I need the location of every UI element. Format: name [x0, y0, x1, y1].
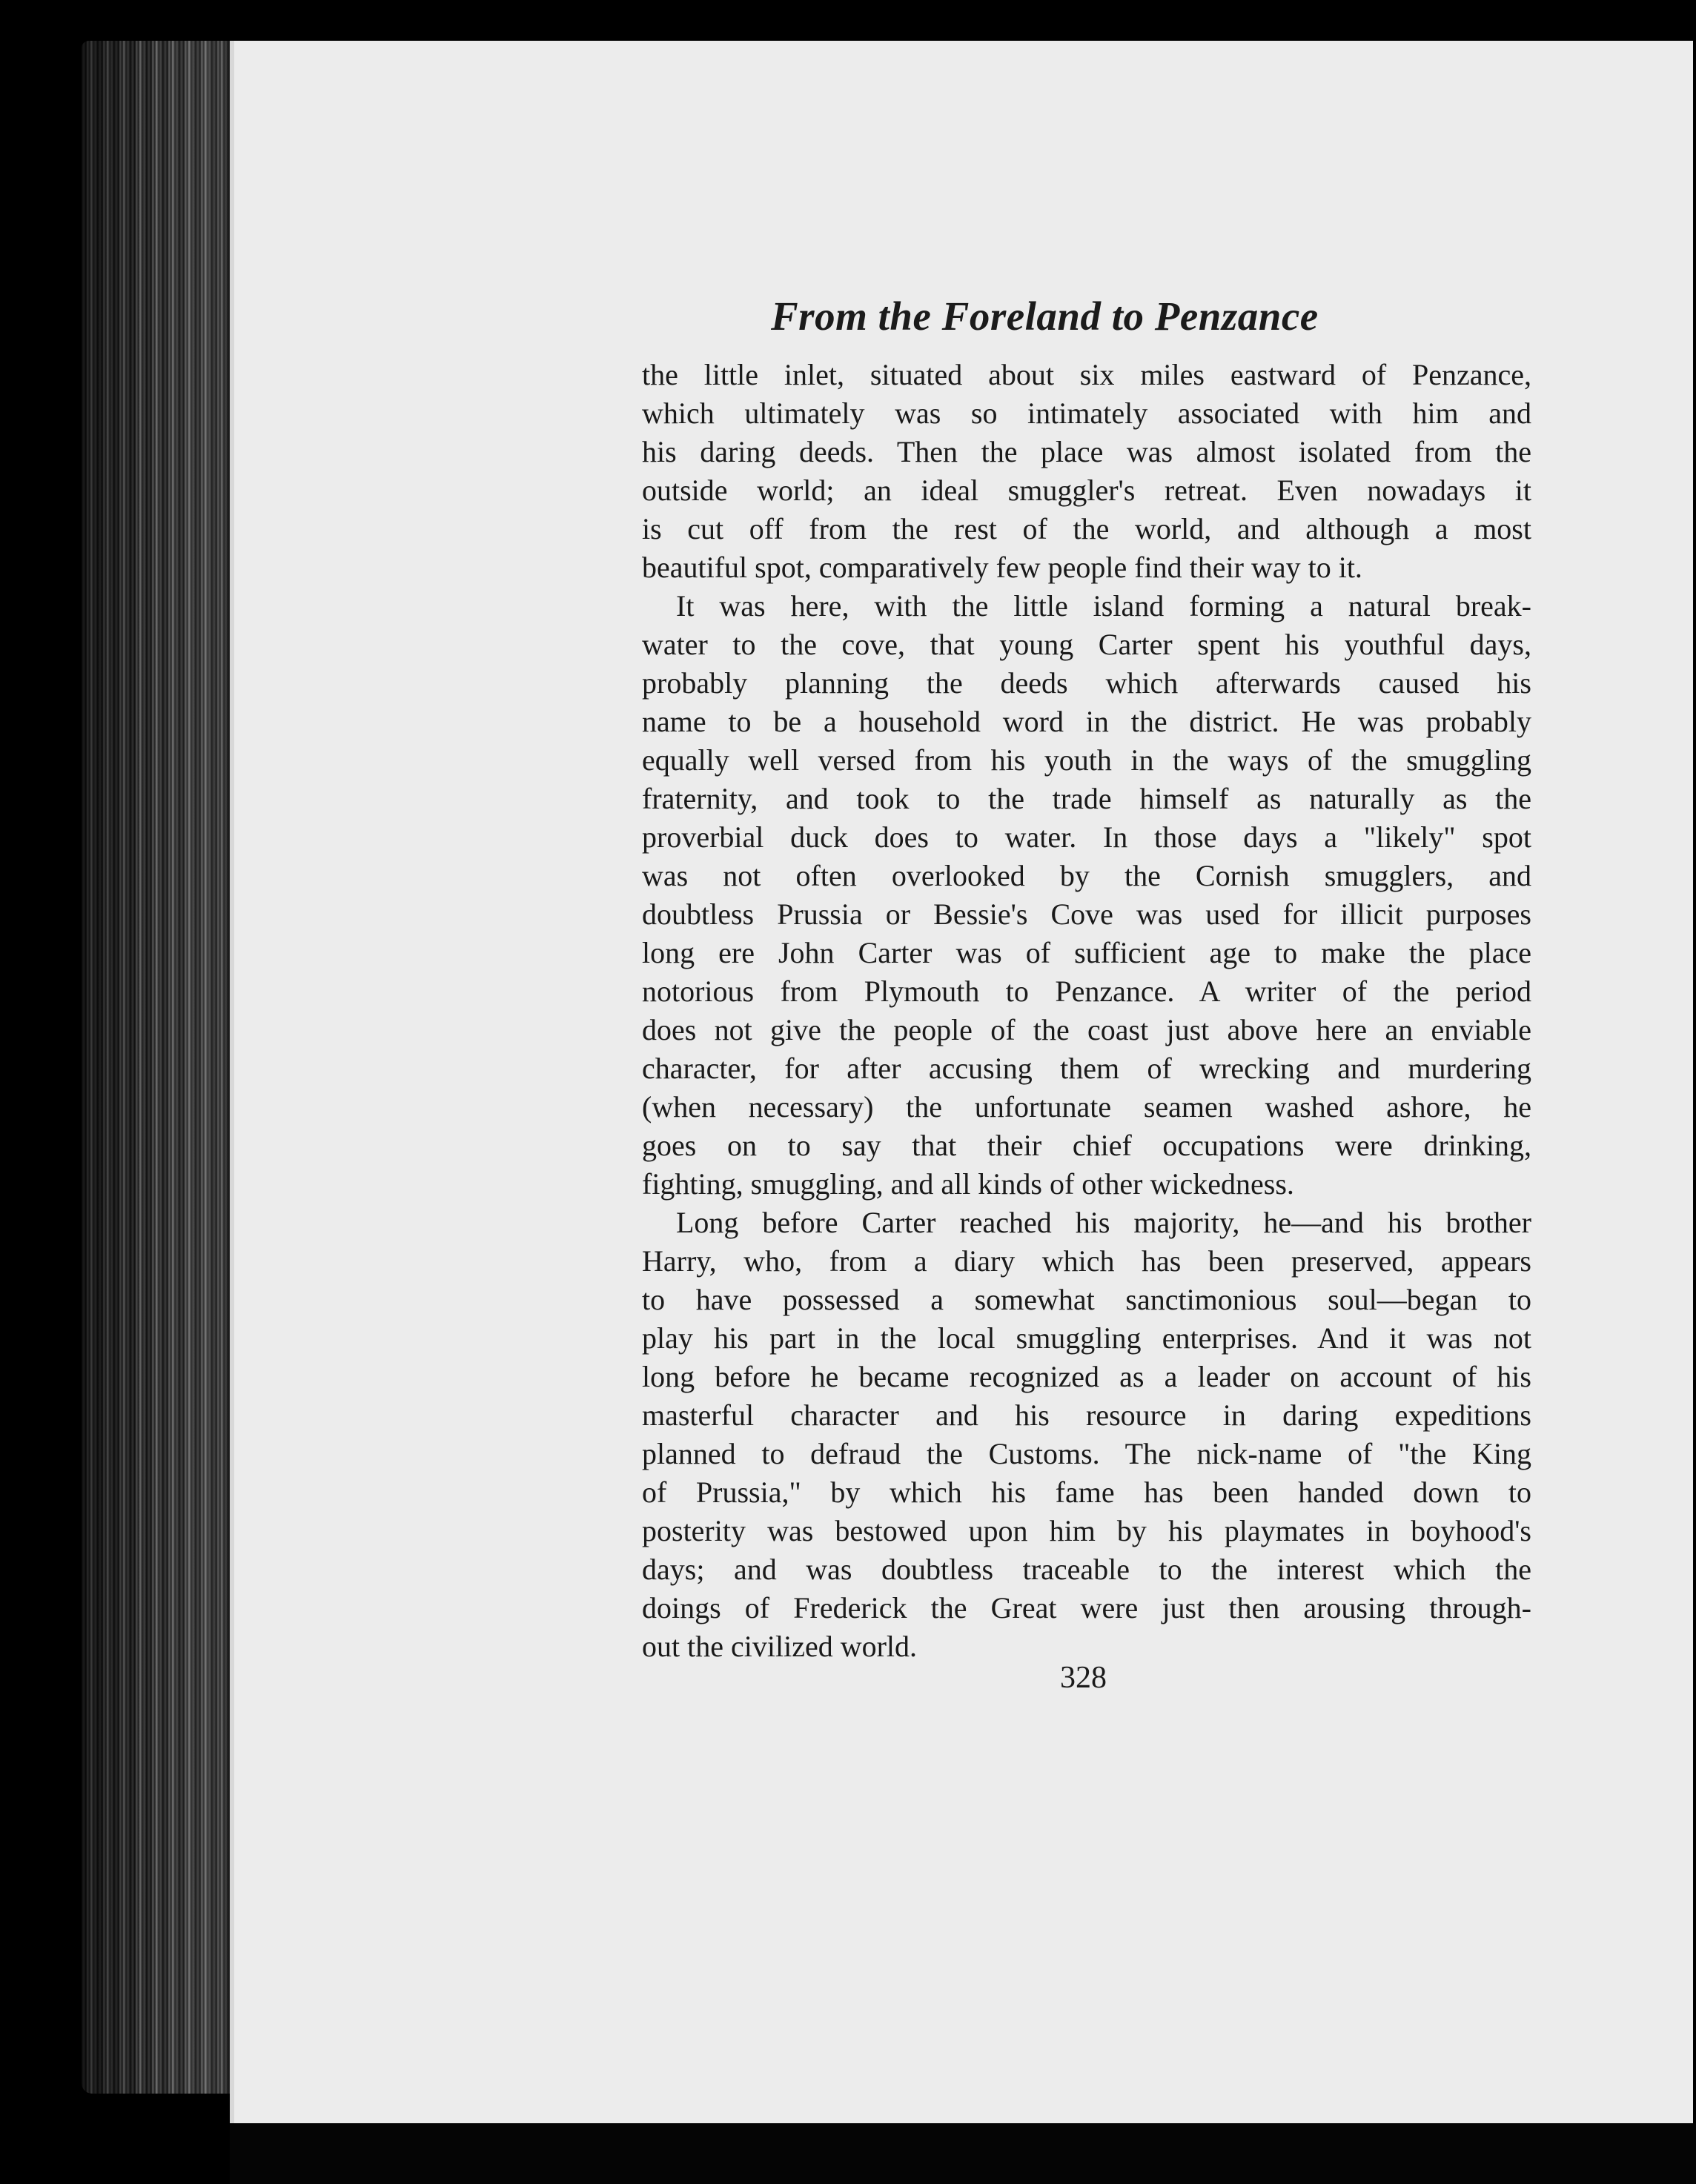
text-line: character, for after accusing them of wrecking and murdering — [642, 1052, 1531, 1085]
text-line: (when necessary) the unfortunate seamen washed ashore, he — [642, 1090, 1531, 1123]
text-line: planned to defraud the Customs. The nick-name of "the King — [642, 1437, 1531, 1470]
text-line: goes on to say that their chief occupations were drinking, — [642, 1129, 1531, 1162]
text-line: play his part in the local smuggling enterprises. And it was not — [642, 1321, 1531, 1355]
text-line: long before he became recognized as a leader on account of his — [642, 1360, 1531, 1393]
text-line: equally well versed from his youth in the ways of the smuggling — [642, 743, 1531, 777]
text-line: Long before Carter reached his majority, he—and his brother — [676, 1206, 1531, 1239]
book-page-edges — [82, 41, 241, 2094]
text-line: to have possessed a somewhat sanctimonious soul—began to — [642, 1283, 1531, 1316]
text-line: masterful character and his resource in daring expeditions — [642, 1398, 1531, 1432]
text-line: out the civilized world. — [642, 1630, 918, 1663]
text-line: name to be a household word in the district. He was probably — [642, 705, 1531, 738]
text-line: his daring deeds. Then the place was almost isolated from the — [642, 435, 1531, 468]
text-line: which ultimately was so intimately associated with him and — [642, 396, 1531, 430]
text-line: doings of Frederick the Great were just then arousing through- — [642, 1591, 1531, 1624]
text-line: posterity was bestowed upon him by his playmates in boyhood's — [642, 1514, 1531, 1547]
text-line: is cut off from the rest of the world, and although a most — [642, 512, 1531, 545]
running-head: From the Foreland to Penzance — [771, 293, 1319, 339]
text-line: doubtless Prussia or Bessie's Cove was used for illicit purposes — [642, 897, 1531, 931]
text-line: It was here, with the little island forming a natural break- — [676, 589, 1531, 623]
body-text — [642, 356, 1531, 1666]
page-number: 328 — [1060, 1661, 1107, 1695]
scan-bottom-border — [230, 2123, 1696, 2184]
text-line: water to the cove, that young Carter spent his youthful days, — [642, 628, 1531, 661]
text-line: long ere John Carter was of sufficient age to make the place — [642, 936, 1531, 969]
text-line: proverbial duck does to water. In those days a "likely" spot — [642, 820, 1531, 854]
text-line: outside world; an ideal smuggler's retreat. Even nowadays it — [642, 474, 1531, 507]
text-line: was not often overlooked by the Cornish smugglers, and — [642, 859, 1531, 892]
text-line: Harry, who, from a diary which has been preserved, appears — [642, 1244, 1531, 1278]
text-line: notorious from Plymouth to Penzance. A writer of the period — [642, 975, 1531, 1008]
text-line: fraternity, and took to the trade himself as naturally as the — [642, 782, 1531, 815]
text-line: fighting, smuggling, and all kinds of other wickedness. — [642, 1167, 1294, 1201]
text-line: does not give the people of the coast just above here an enviable — [642, 1013, 1531, 1046]
text-line: probably planning the deeds which afterwards caused his — [642, 666, 1531, 700]
text-line: days; and was doubtless traceable to the interest which the — [642, 1553, 1531, 1586]
text-line: the little inlet, situated about six miles eastward of Penzance, — [642, 358, 1531, 391]
text-line: of Prussia," by which his fame has been handed down to — [642, 1476, 1531, 1509]
text-line: beautiful spot, comparatively few people find their way to it. — [642, 551, 1362, 584]
